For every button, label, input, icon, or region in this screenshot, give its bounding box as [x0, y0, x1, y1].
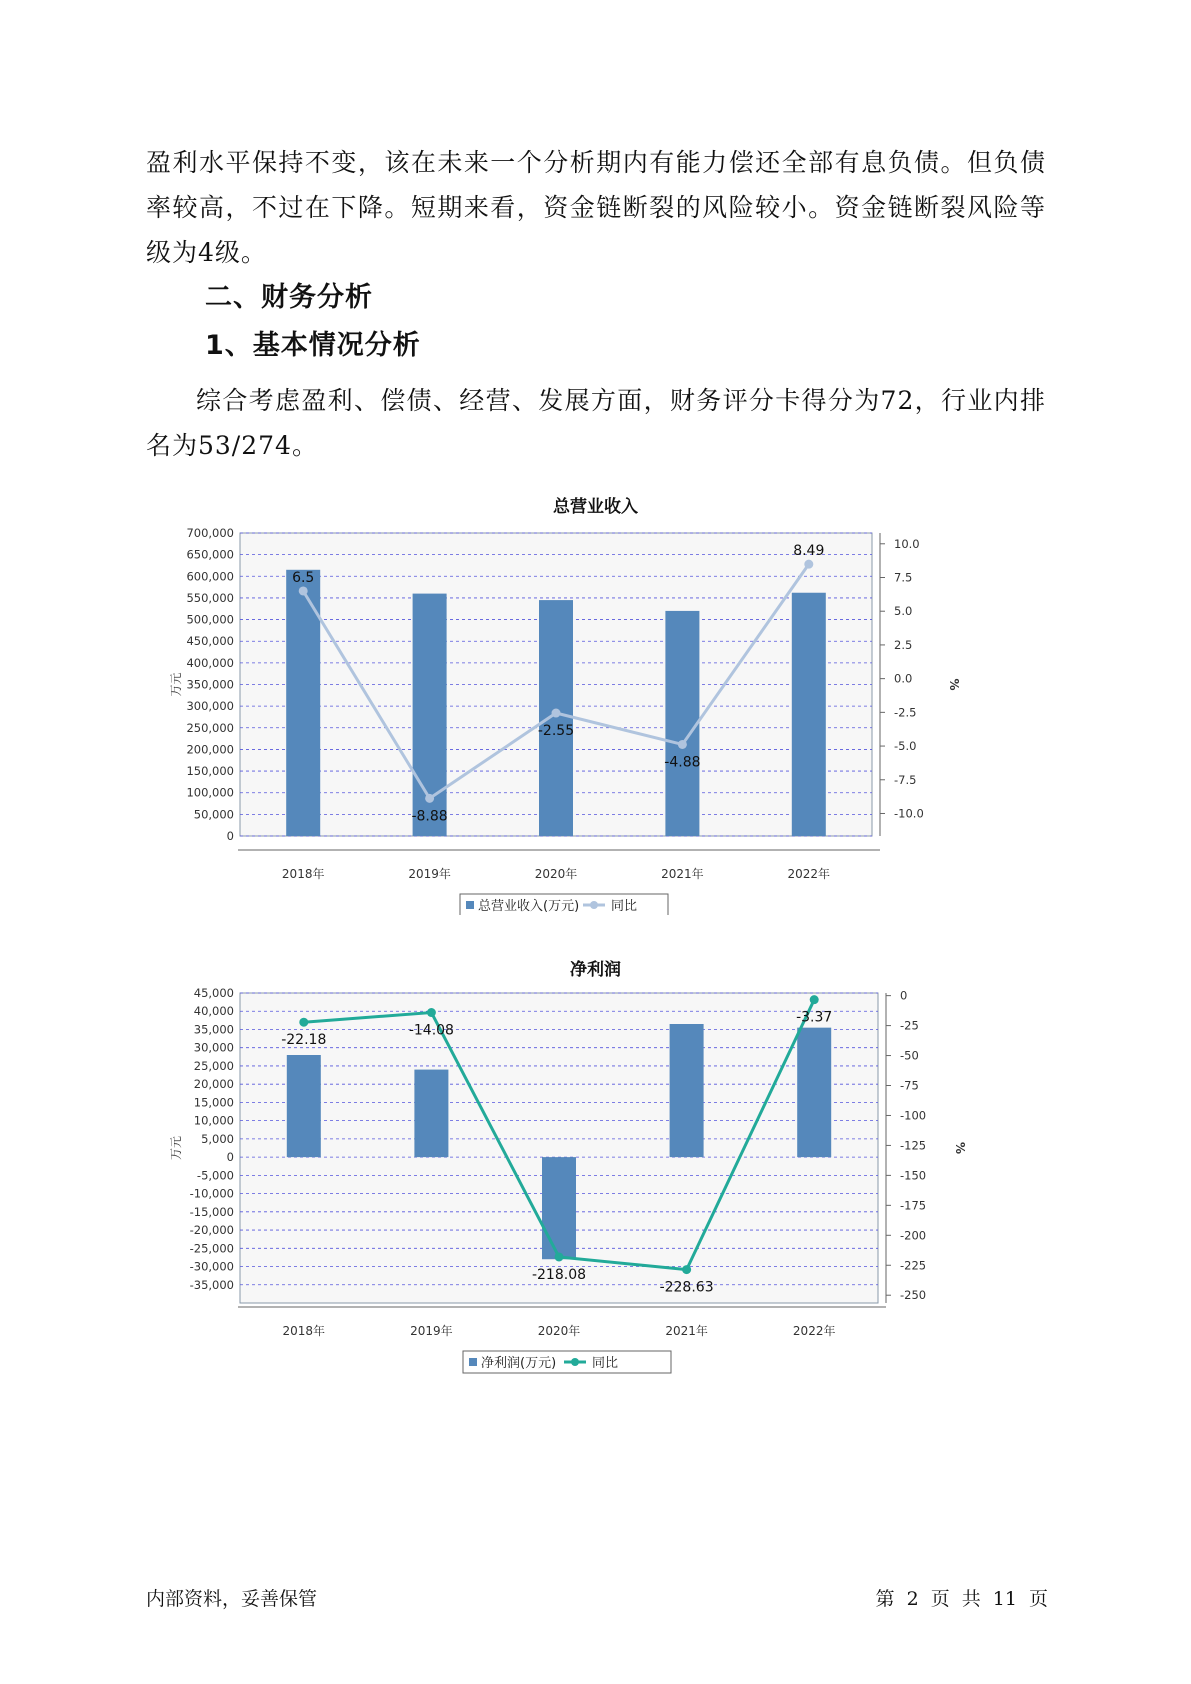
- y-tick-label: 650,000: [186, 547, 234, 562]
- legend-bar-label: 总营业收入(万元): [478, 899, 580, 914]
- y2-tick-label: 0: [900, 988, 908, 1003]
- y-tick-label: 25,000: [193, 1058, 234, 1073]
- bar: [665, 611, 699, 836]
- y2-tick-label: 10.0: [894, 536, 920, 551]
- x-tick-label: 2020年: [537, 1324, 581, 1338]
- y2-tick-label: -5.0: [894, 739, 917, 754]
- y-tick-label: 30,000: [193, 1040, 234, 1055]
- y-tick-label: 5,000: [201, 1131, 234, 1146]
- y2-tick-label: 7.5: [894, 570, 913, 585]
- yoy-point: [678, 740, 687, 749]
- y-tick-label: 10,000: [193, 1113, 234, 1128]
- y-tick-label: 400,000: [186, 655, 234, 670]
- y2-tick-label: -10.0: [894, 806, 924, 821]
- y2-tick-label: -175: [900, 1198, 927, 1213]
- x-tick-label: 2021年: [661, 867, 704, 881]
- bar: [792, 593, 826, 836]
- legend-line-marker: [571, 1358, 579, 1366]
- y-tick-label: 150,000: [186, 764, 234, 779]
- y-tick-label: 40,000: [193, 1004, 234, 1019]
- y-tick-label: 45,000: [193, 986, 234, 1000]
- bar: [797, 1028, 831, 1157]
- y2-tick-label: 5.0: [894, 604, 913, 619]
- x-tick-label: 2021年: [665, 1324, 708, 1338]
- bar: [539, 600, 573, 836]
- footer-page-number: 第 2 页 共 11 页: [875, 1588, 1048, 1610]
- y2-tick-label: -200: [900, 1228, 927, 1243]
- y-axis-title: 万元: [169, 672, 183, 697]
- y2-tick-label: 0.0: [894, 671, 913, 686]
- intro-paragraph: 盈利水平保持不变，该在未来一个分析期内有能力偿还全部有息负债。但负债率较高，不过在下降。短期来看，资金链断裂的风险较小。资金链断裂风险等级为4级。: [146, 148, 1046, 267]
- yoy-point: [555, 1252, 564, 1261]
- yoy-data-label: -3.37: [796, 1009, 833, 1026]
- x-tick-label: 2020年: [534, 867, 578, 881]
- subsection-heading: 1、基本情况分析: [205, 330, 421, 361]
- y2-tick-label: -50: [900, 1048, 919, 1063]
- y-tick-label: -35,000: [189, 1277, 234, 1292]
- yoy-data-label: -14.08: [408, 1022, 454, 1039]
- y-tick-label: 200,000: [186, 742, 234, 757]
- y-tick-label: 100,000: [186, 785, 234, 800]
- bar: [542, 1157, 576, 1259]
- y-tick-label: 20,000: [193, 1077, 234, 1092]
- yoy-data-label: -218.08: [531, 1266, 587, 1283]
- yoy-data-label: -2.55: [537, 723, 575, 740]
- net-profit-chart: [160, 985, 1000, 1385]
- y2-axis-title: %: [953, 1141, 967, 1155]
- section-heading: 二、财务分析: [205, 282, 373, 313]
- yoy-point: [427, 1008, 436, 1017]
- y2-tick-label: 2.5: [894, 637, 913, 652]
- y-tick-label: 250,000: [186, 720, 234, 735]
- y-tick-label: 50,000: [193, 807, 234, 822]
- y-tick-label: 0: [226, 1150, 234, 1165]
- y-tick-label: -5,000: [196, 1168, 234, 1183]
- y-tick-label: -10,000: [189, 1186, 234, 1201]
- legend-line-label: 同比: [611, 899, 638, 914]
- yoy-data-label: -8.88: [411, 808, 448, 825]
- bar: [414, 1070, 448, 1158]
- y2-tick-label: -125: [900, 1138, 927, 1153]
- y2-tick-label: -7.5: [894, 772, 917, 787]
- legend-bar-label: 净利润(万元): [481, 1356, 557, 1371]
- y2-tick-label: -2.5: [894, 705, 917, 720]
- bar: [670, 1024, 704, 1157]
- y2-tick-label: -75: [900, 1078, 919, 1093]
- yoy-point: [804, 560, 813, 569]
- y-tick-label: 0: [226, 829, 234, 843]
- bar: [287, 1055, 321, 1157]
- y2-tick-label: -250: [900, 1288, 927, 1303]
- y-tick-label: 300,000: [186, 699, 234, 714]
- yoy-data-label: -4.88: [664, 754, 701, 771]
- yoy-point: [299, 1018, 308, 1027]
- y2-tick-label: -25: [900, 1018, 919, 1033]
- x-tick-label: 2019年: [410, 1324, 453, 1338]
- x-tick-label: 2022年: [787, 867, 831, 881]
- legend-bar-swatch: [469, 1358, 477, 1366]
- y2-tick-label: -100: [900, 1108, 927, 1123]
- revenue-chart: [160, 520, 1000, 915]
- y-tick-label: -25,000: [189, 1241, 234, 1256]
- y-tick-label: 15,000: [193, 1095, 234, 1110]
- y-tick-label: 700,000: [186, 526, 234, 540]
- legend-line-marker: [590, 901, 598, 909]
- y-tick-label: 350,000: [186, 677, 234, 692]
- y-tick-label: -30,000: [189, 1259, 234, 1274]
- yoy-data-label: 8.49: [793, 543, 825, 560]
- yoy-data-label: 6.5: [292, 569, 315, 586]
- score-paragraph: 综合考虑盈利、偿债、经营、发展方面，财务评分卡得分为72，行业内排名为53/274。: [146, 386, 1046, 460]
- y-tick-label: 500,000: [186, 612, 234, 627]
- x-tick-label: 2019年: [408, 867, 451, 881]
- legend-line-label: 同比: [592, 1356, 619, 1371]
- yoy-point: [552, 709, 561, 718]
- y2-tick-label: -150: [900, 1168, 927, 1183]
- y-tick-label: 600,000: [186, 569, 234, 584]
- x-tick-label: 2022年: [792, 1324, 836, 1338]
- yoy-point: [682, 1265, 691, 1274]
- y-tick-label: -15,000: [189, 1204, 234, 1219]
- legend-bar-swatch: [466, 901, 474, 909]
- y-tick-label: 35,000: [193, 1022, 234, 1037]
- footer-confidential: 内部资料，妥善保管: [146, 1588, 318, 1610]
- y-tick-label: 450,000: [186, 634, 234, 649]
- yoy-point: [810, 995, 819, 1004]
- x-tick-label: 2018年: [281, 867, 325, 881]
- y2-tick-label: -225: [900, 1258, 927, 1273]
- yoy-point: [299, 586, 308, 595]
- yoy-data-label: -22.18: [281, 1032, 327, 1049]
- yoy-data-label: -228.63: [659, 1279, 714, 1296]
- chart1-title: 总营业收入: [553, 497, 638, 517]
- chart2-title: 净利润: [570, 960, 621, 980]
- y-axis-title: 万元: [169, 1135, 183, 1161]
- y-tick-label: -20,000: [189, 1223, 234, 1238]
- y2-axis-title: %: [947, 678, 961, 691]
- y-tick-label: 550,000: [186, 590, 234, 605]
- yoy-point: [425, 794, 434, 803]
- x-tick-label: 2018年: [282, 1324, 326, 1338]
